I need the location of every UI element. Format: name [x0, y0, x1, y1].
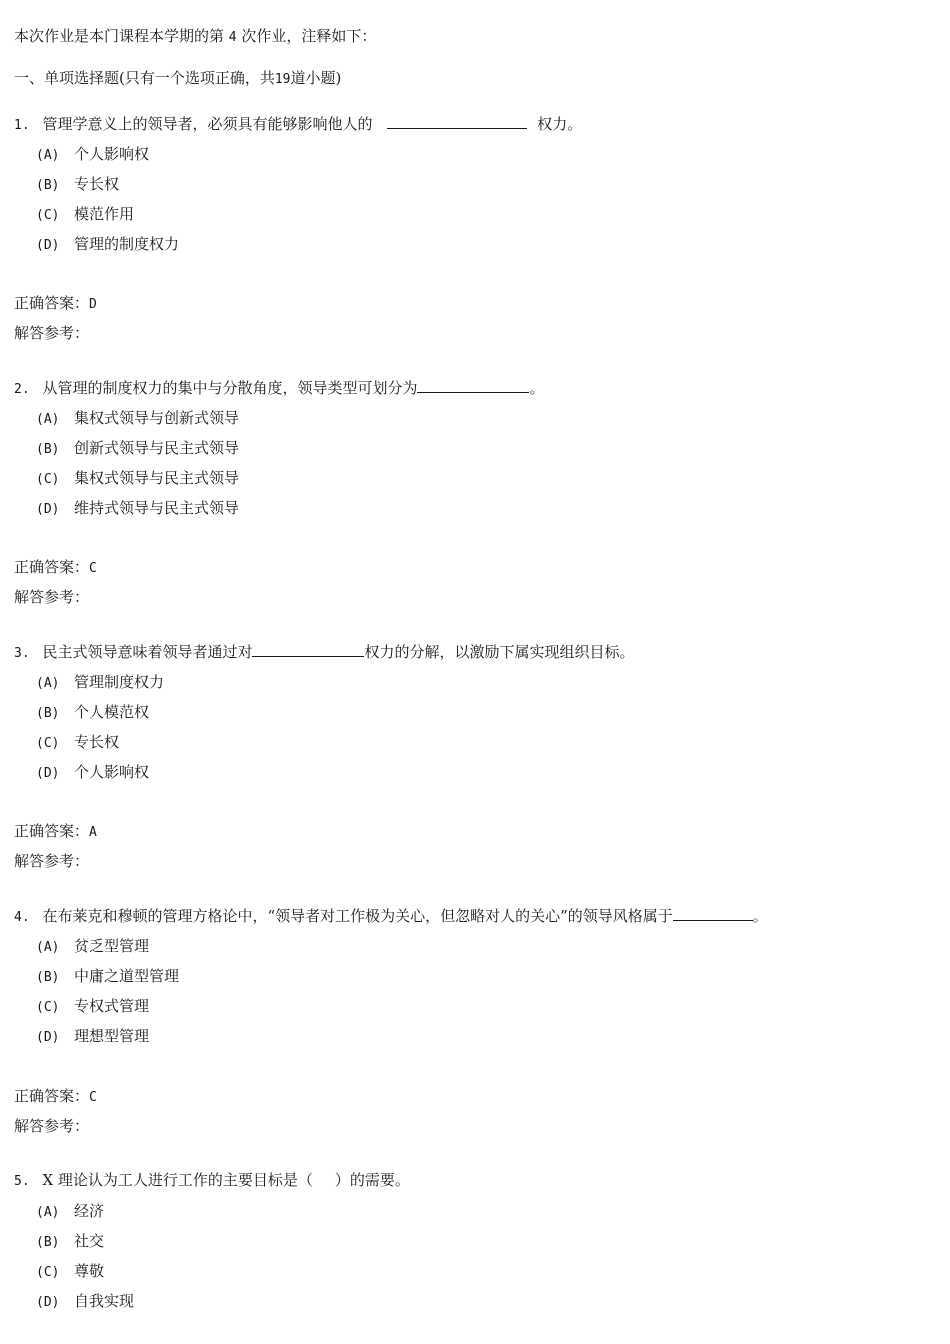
correct-answer — [14, 293, 97, 313]
option-b[interactable] — [36, 966, 179, 986]
option-b[interactable] — [36, 174, 119, 194]
option-letter: (C) — [36, 1265, 60, 1280]
question-dot: . — [21, 1174, 30, 1189]
option-text: 经济 — [74, 1202, 105, 1220]
option-text: 专权式管理 — [74, 997, 150, 1015]
option-text: 维持式领导与民主式领导 — [74, 499, 240, 517]
option-text: 模范作用 — [74, 205, 135, 223]
option-letter: (B) — [36, 442, 60, 457]
answer-blank — [252, 642, 364, 657]
question-stem — [14, 114, 582, 134]
option-a[interactable] — [36, 144, 149, 164]
option-text: 专长权 — [74, 175, 120, 193]
option-text: 个人模范权 — [74, 703, 150, 721]
option-a[interactable] — [36, 936, 149, 956]
question-number: 5 — [14, 1174, 22, 1189]
question-number: 2 — [14, 382, 22, 397]
option-text: 集权式领导与创新式领导 — [74, 409, 240, 427]
option-text: 个人影响权 — [74, 145, 150, 163]
answer-label: 正确答案： — [14, 294, 90, 312]
answer-value: C — [89, 1090, 97, 1105]
option-text: 贫乏型管理 — [74, 937, 150, 955]
option-text: 集权式领导与民主式领导 — [74, 469, 240, 487]
option-d[interactable] — [36, 762, 149, 782]
assignment-number: 4 — [228, 30, 237, 45]
option-letter: (A) — [36, 412, 60, 427]
option-letter: (C) — [36, 736, 60, 751]
question-text-before: 民主式领导意味着领导者通过对 — [42, 643, 253, 661]
answer-reference — [14, 587, 89, 607]
question-number: 1 — [14, 118, 22, 133]
answer-blank — [673, 906, 753, 921]
reference-label: 解答参考： — [14, 852, 90, 870]
option-c[interactable] — [36, 468, 239, 488]
option-d[interactable] — [36, 1026, 149, 1046]
answer-value: A — [89, 825, 97, 840]
option-a[interactable] — [36, 408, 239, 428]
answer-blank — [387, 114, 527, 129]
question-text-after: 权力的分解，以激励下属实现组织目标。 — [364, 643, 635, 661]
question-text-after: 权力。 — [537, 115, 583, 133]
reference-label: 解答参考： — [14, 324, 90, 342]
question-dot: . — [21, 382, 30, 397]
correct-answer — [14, 821, 97, 841]
answer-reference — [14, 1116, 89, 1136]
option-d[interactable] — [36, 234, 179, 254]
option-b[interactable] — [36, 438, 239, 458]
option-letter: (D) — [36, 238, 60, 253]
option-letter: (C) — [36, 1000, 60, 1015]
option-text: 尊敬 — [74, 1262, 105, 1280]
question-number: 4 — [14, 910, 22, 925]
option-c[interactable] — [36, 996, 149, 1016]
reference-label: 解答参考： — [14, 1117, 90, 1135]
answer-value: D — [89, 297, 97, 312]
option-letter: (A) — [36, 676, 60, 691]
option-letter: (C) — [36, 472, 60, 487]
question-text-before: X 理论认为工人进行工作的主要目标是（ — [42, 1171, 313, 1189]
option-letter: (B) — [36, 178, 60, 193]
question-text-before: 在布莱克和穆顿的管理方格论中，“领导者对工作极为关心，但忽略对人的关心”的领导风格属于 — [42, 907, 673, 925]
question-stem — [14, 642, 634, 662]
question-dot: . — [21, 910, 30, 925]
option-c[interactable] — [36, 732, 119, 752]
intro-text-b: 次作业，注释如下： — [241, 27, 377, 45]
option-text: 个人影响权 — [74, 763, 150, 781]
option-c[interactable] — [36, 1261, 104, 1281]
option-d[interactable] — [36, 498, 239, 518]
answer-blank — [417, 378, 529, 393]
intro-line — [14, 26, 376, 46]
option-text: 中庸之道型管理 — [74, 967, 180, 985]
option-text: 管理制度权力 — [74, 673, 165, 691]
option-letter: (A) — [36, 940, 60, 955]
option-letter: (A) — [36, 1205, 60, 1220]
option-letter: (D) — [36, 1295, 60, 1310]
section-title — [14, 68, 341, 88]
option-c[interactable] — [36, 204, 134, 224]
correct-answer — [14, 1086, 97, 1106]
question-count: 19 — [274, 72, 291, 87]
option-letter: (A) — [36, 148, 60, 163]
option-letter: (D) — [36, 1030, 60, 1045]
option-letter: (D) — [36, 766, 60, 781]
option-letter: (B) — [36, 970, 60, 985]
question-dot: . — [21, 646, 30, 661]
answer-reference — [14, 851, 89, 871]
option-b[interactable] — [36, 1231, 104, 1251]
question-text-after: ）的需要。 — [334, 1171, 410, 1189]
option-letter: (D) — [36, 502, 60, 517]
option-letter: (C) — [36, 208, 60, 223]
option-b[interactable] — [36, 702, 149, 722]
question-text-before: 从管理的制度权力的集中与分散角度，领导类型可划分为 — [42, 379, 418, 397]
answer-label: 正确答案： — [14, 1087, 90, 1105]
question-number: 3 — [14, 646, 22, 661]
question-text-after: 。 — [529, 379, 545, 397]
question-stem — [14, 378, 544, 398]
option-a[interactable] — [36, 1201, 104, 1221]
answer-label: 正确答案： — [14, 822, 90, 840]
question-stem — [14, 1170, 410, 1190]
question-stem — [14, 906, 768, 926]
option-letter: (B) — [36, 1235, 60, 1250]
intro-text-a: 本次作业是本门课程本学期的第 — [14, 27, 225, 45]
correct-answer — [14, 557, 97, 577]
option-text: 管理的制度权力 — [74, 235, 180, 253]
option-d[interactable] — [36, 1291, 134, 1311]
question-text-after: 。 — [752, 907, 768, 925]
section-text-b: 道小题) — [290, 69, 342, 87]
answer-label: 正确答案： — [14, 558, 90, 576]
option-text: 社交 — [74, 1232, 105, 1250]
reference-label: 解答参考： — [14, 588, 90, 606]
option-text: 创新式领导与民主式领导 — [74, 439, 240, 457]
option-text: 专长权 — [74, 733, 120, 751]
option-text: 自我实现 — [74, 1292, 135, 1310]
option-text: 理想型管理 — [74, 1027, 150, 1045]
answer-value: C — [89, 561, 97, 576]
question-text-before: 管理学意义上的领导者，必须具有能够影响他人的 — [42, 115, 373, 133]
question-dot: . — [21, 118, 30, 133]
option-letter: (B) — [36, 706, 60, 721]
section-text-a: 一、单项选择题(只有一个选项正确，共 — [14, 69, 275, 87]
answer-reference — [14, 323, 89, 343]
option-a[interactable] — [36, 672, 164, 692]
